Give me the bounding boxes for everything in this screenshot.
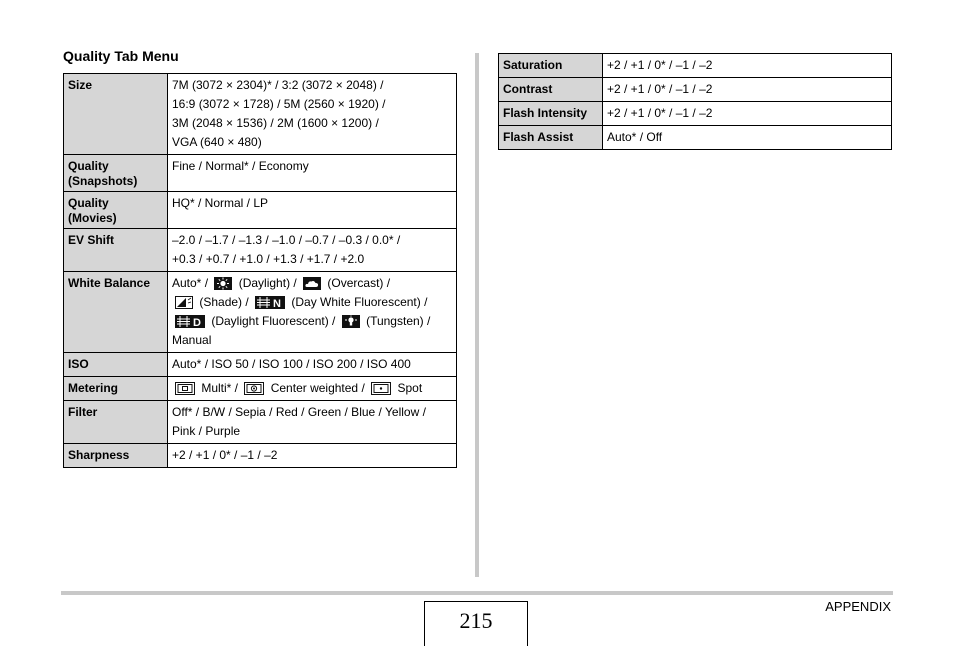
size-line: 16:9 (3072 × 1728) / 5M (2560 × 1920) / <box>172 97 386 111</box>
row-label-flash-intensity: Flash Intensity <box>499 102 603 126</box>
row-value-flash-intensity: +2 / +1 / 0* / –1 / –2 <box>603 102 892 126</box>
row-label-filter: Filter <box>64 401 168 444</box>
table-row <box>499 126 892 150</box>
page-number: 215 <box>424 601 528 646</box>
label-line: (Snapshots) <box>68 174 138 188</box>
fluorescent-icon <box>175 315 205 328</box>
wb-line: Manual <box>172 333 212 347</box>
row-label-ev-shift: EV Shift <box>64 229 168 272</box>
row-label-quality-movies <box>64 192 168 229</box>
quality-tab-table <box>63 73 457 468</box>
cloud-icon <box>303 277 321 290</box>
row-value-quality-snapshots: Fine / Normal* / Economy <box>168 155 457 192</box>
row-label-metering: Metering <box>64 377 168 401</box>
section-label: APPENDIX <box>825 599 891 614</box>
table-row <box>64 229 457 272</box>
row-label-iso: ISO <box>64 353 168 377</box>
icon-letter-n: N <box>273 298 281 309</box>
table-row <box>64 155 457 192</box>
wb-line <box>172 293 452 312</box>
wb-daylight: (Daylight) / <box>238 276 297 290</box>
size-line: 7M (3072 × 2304)* / 3:2 (3072 × 2048) / <box>172 78 384 92</box>
row-value-saturation: +2 / +1 / 0* / –1 / –2 <box>603 54 892 78</box>
table-row <box>64 377 457 401</box>
wb-tungsten: (Tungsten) / <box>366 314 431 328</box>
row-value-contrast: +2 / +1 / 0* / –1 / –2 <box>603 78 892 102</box>
wb-shade: (Shade) / <box>199 295 249 309</box>
row-label-quality-snapshots <box>64 155 168 192</box>
bulb-icon <box>342 315 360 328</box>
table-row <box>64 444 457 468</box>
label-line: Quality <box>68 196 109 210</box>
metering-center: Center weighted / <box>270 381 365 395</box>
row-value-flash-assist: Auto* / Off <box>603 126 892 150</box>
metering-spot: Spot <box>397 381 423 395</box>
table-row <box>64 401 457 444</box>
row-label-size: Size <box>64 74 168 155</box>
ev-line: –2.0 / –1.7 / –1.3 / –1.0 / –0.7 / –0.3 / 0.0* / <box>172 233 401 247</box>
row-label-saturation: Saturation <box>499 54 603 78</box>
table-row <box>499 54 892 78</box>
size-line: 3M (2048 × 1536) / 2M (1600 × 1200) / <box>172 116 379 130</box>
sun-icon <box>214 277 232 290</box>
icon-letter-d: D <box>193 317 201 328</box>
column-divider <box>475 53 479 577</box>
wb-line <box>172 274 452 293</box>
metering-multi: Multi* / <box>201 381 239 395</box>
wb-daylight-fluorescent: (Daylight Fluorescent) / <box>211 314 336 328</box>
section-title: Quality Tab Menu <box>63 48 179 64</box>
row-value-ev-shift <box>168 229 457 272</box>
table-row <box>64 192 457 229</box>
wb-line <box>172 312 452 331</box>
row-value-filter <box>168 401 457 444</box>
row-value-metering <box>168 377 457 401</box>
row-value-iso: Auto* / ISO 50 / ISO 100 / ISO 200 / ISO 400 <box>168 353 457 377</box>
ev-line: +0.3 / +0.7 / +1.0 / +1.3 / +1.7 / +2.0 <box>172 252 365 266</box>
row-value-white-balance <box>168 272 457 353</box>
row-label-contrast: Contrast <box>499 78 603 102</box>
filter-line: Pink / Purple <box>172 424 241 438</box>
table-row <box>64 74 457 155</box>
quality-tab-table-continued <box>498 53 892 150</box>
wb-day-white-fluorescent: (Day White Fluorescent) / <box>291 295 428 309</box>
row-value-size <box>168 74 457 155</box>
wb-overcast: (Overcast) / <box>327 276 391 290</box>
wb-auto: Auto* / <box>172 276 209 290</box>
label-line: (Movies) <box>68 211 117 225</box>
multi-metering-icon <box>175 382 195 395</box>
table-row <box>64 272 457 353</box>
size-line: VGA (640 × 480) <box>172 135 262 149</box>
row-label-flash-assist: Flash Assist <box>499 126 603 150</box>
fluorescent-icon <box>255 296 285 309</box>
row-value-sharpness: +2 / +1 / 0* / –1 / –2 <box>168 444 457 468</box>
table-row <box>499 102 892 126</box>
row-label-white-balance: White Balance <box>64 272 168 353</box>
table-row <box>64 353 457 377</box>
center-metering-icon <box>244 382 264 395</box>
footer-rule <box>61 591 893 595</box>
spot-metering-icon <box>371 382 391 395</box>
label-line: Quality <box>68 159 109 173</box>
table-row <box>499 78 892 102</box>
filter-line: Off* / B/W / Sepia / Red / Green / Blue / Yellow / <box>172 405 426 419</box>
row-value-quality-movies: HQ* / Normal / LP <box>168 192 457 229</box>
shade-icon <box>175 296 193 309</box>
row-label-sharpness: Sharpness <box>64 444 168 468</box>
